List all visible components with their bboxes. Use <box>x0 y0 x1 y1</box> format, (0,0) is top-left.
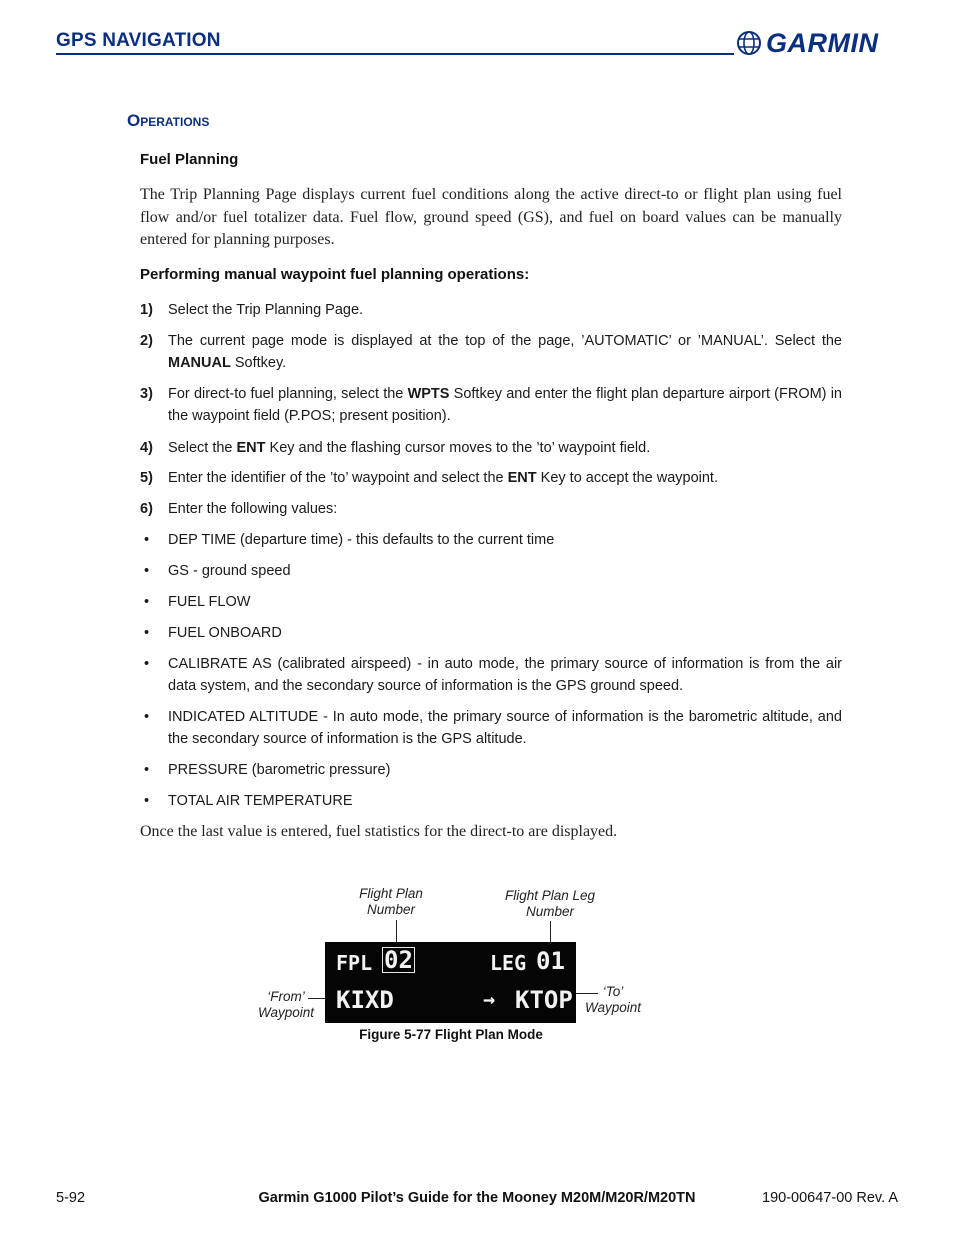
page-section-title: GPS NAVIGATION <box>56 30 221 51</box>
step-item <box>140 330 842 374</box>
step-text: Enter the following values: <box>168 501 338 517</box>
footer-title: Garmin G1000 Pilot’s Guide for the Mooney M20M/M20R/M20TN <box>258 1190 696 1206</box>
bullet-text: GS - ground speed <box>168 563 291 579</box>
callout-flight-plan-leg-number <box>495 888 605 920</box>
bullet-text: INDICATED ALTITUDE - In auto mode, the primary source of information is the barometric altitude, and the secondary source of information is the GPS altitude. <box>168 709 842 747</box>
bullet-text: DEP TIME (departure time) - this defaults to the current time <box>168 532 555 548</box>
callout-line: ‘To’ <box>602 984 624 999</box>
fuel-planning-intro: The Trip Planning Page displays current fuel conditions along the active direct-to or flight plan using fuel flow and/or fuel totalizer data. Fuel flow, ground speed (GS), and fuel on board values can be manually entered for planning purposes. <box>140 186 842 248</box>
step-text-pre: For direct-to fuel planning, select the <box>168 386 408 402</box>
callout-line: ‘From’ <box>267 989 305 1004</box>
bullet-item <box>140 653 842 697</box>
bullet-text: PRESSURE (barometric pressure) <box>168 762 391 778</box>
step-text-post: Softkey. <box>230 355 287 371</box>
step-text-pre: Select the <box>168 440 237 456</box>
bullet-icon: • <box>144 656 150 672</box>
fpl-number: 02 <box>384 946 413 974</box>
leg-number: 01 <box>536 947 565 975</box>
figure-caption: Figure 5-77 Flight Plan Mode <box>359 1027 543 1042</box>
flight-plan-mode-display <box>325 942 576 1023</box>
step-text <box>168 437 842 459</box>
to-waypoint: KTOP <box>515 986 573 1014</box>
arrow-icon: → <box>483 987 496 1011</box>
step-number: 3) <box>140 386 153 402</box>
step-text-post: Key to accept the waypoint. <box>536 470 718 486</box>
procedure-heading: Performing manual waypoint fuel planning operations: <box>140 266 530 283</box>
callout-to-waypoint <box>580 984 646 1016</box>
callout-flight-plan-number <box>350 886 432 918</box>
step-text: Select the Trip Planning Page. <box>168 302 364 318</box>
leg-label: LEG <box>490 951 527 975</box>
logo-wordmark: GARMIN <box>766 27 879 58</box>
step-number: 5) <box>140 470 153 486</box>
document-number: 190-00647-00 Rev. A <box>762 1190 898 1206</box>
step-text-post: Softkey and enter the flight plan departure airport (FROM) in the waypoint field (P.POS; present position). <box>168 386 842 424</box>
step-number: 1) <box>140 302 153 318</box>
bullet-icon: • <box>144 594 150 610</box>
leader-line <box>308 998 326 999</box>
globe-icon <box>736 30 762 56</box>
callout-line: Number <box>525 904 574 919</box>
bullet-text: CALIBRATE AS (calibrated airspeed) - in auto mode, the primary source of information is from the air data system, and the secondary source of information is the GPS ground speed. <box>168 656 842 694</box>
step-item <box>140 498 842 520</box>
callout-line: Waypoint <box>584 1000 642 1015</box>
bullet-item <box>140 706 842 750</box>
step-item <box>140 383 842 427</box>
bullet-item <box>140 759 842 781</box>
step-number: 6) <box>140 501 153 517</box>
bullet-item <box>140 560 842 582</box>
softkey-label: MANUAL <box>168 355 231 371</box>
callout-line: Flight Plan <box>359 886 423 901</box>
header-rule <box>56 53 734 55</box>
bullet-icon: • <box>144 793 150 809</box>
step-text-post: Key and the flashing cursor moves to the ’to’ waypoint field. <box>265 440 651 456</box>
fpl-label: FPL <box>336 951 373 975</box>
step-number: 4) <box>140 440 153 456</box>
closing-paragraph: Once the last value is entered, fuel statistics for the direct-to are displayed. <box>140 823 618 840</box>
fuel-planning-heading: Fuel Planning <box>140 151 239 168</box>
softkey-label: WPTS <box>407 386 450 402</box>
bullet-icon: • <box>144 532 150 548</box>
section-heading <box>127 111 209 131</box>
bullet-item <box>140 790 842 812</box>
bullet-icon: • <box>144 625 150 641</box>
callout-line: Number <box>366 902 415 917</box>
callout-line: Flight Plan Leg <box>504 888 596 903</box>
step-text <box>168 467 842 489</box>
bullet-text: FUEL ONBOARD <box>168 625 282 641</box>
callout-from-waypoint <box>250 989 322 1021</box>
callout-line: Waypoint <box>257 1005 315 1020</box>
step-text-pre: The current page mode is displayed at the top of the page, ’AUTOMATIC’ or ’MANUAL’. Select the <box>168 333 842 349</box>
bullet-item <box>140 591 842 613</box>
garmin-logo <box>736 26 900 60</box>
step-text-pre: Enter the identifier of the ’to’ waypoint and select the <box>168 470 508 486</box>
from-waypoint: KIXD <box>336 986 394 1014</box>
step-item <box>140 467 842 489</box>
step-item <box>140 299 842 321</box>
section-heading-initial: O <box>127 111 141 130</box>
bullet-icon: • <box>144 563 150 579</box>
leader-line <box>576 993 598 994</box>
step-text <box>168 330 842 374</box>
section-heading-rest: PERATIONS <box>140 115 210 129</box>
page-number: 5-92 <box>56 1190 86 1206</box>
key-label: ENT <box>236 440 266 456</box>
bullet-item <box>140 622 842 644</box>
step-item <box>140 437 842 459</box>
step-text <box>168 383 842 427</box>
bullet-icon: • <box>144 762 150 778</box>
bullet-item <box>140 529 842 551</box>
bullet-text: TOTAL AIR TEMPERATURE <box>168 793 353 809</box>
bullet-icon: • <box>144 709 150 725</box>
step-number: 2) <box>140 333 153 349</box>
key-label: ENT <box>507 470 537 486</box>
bullet-text: FUEL FLOW <box>168 594 251 610</box>
